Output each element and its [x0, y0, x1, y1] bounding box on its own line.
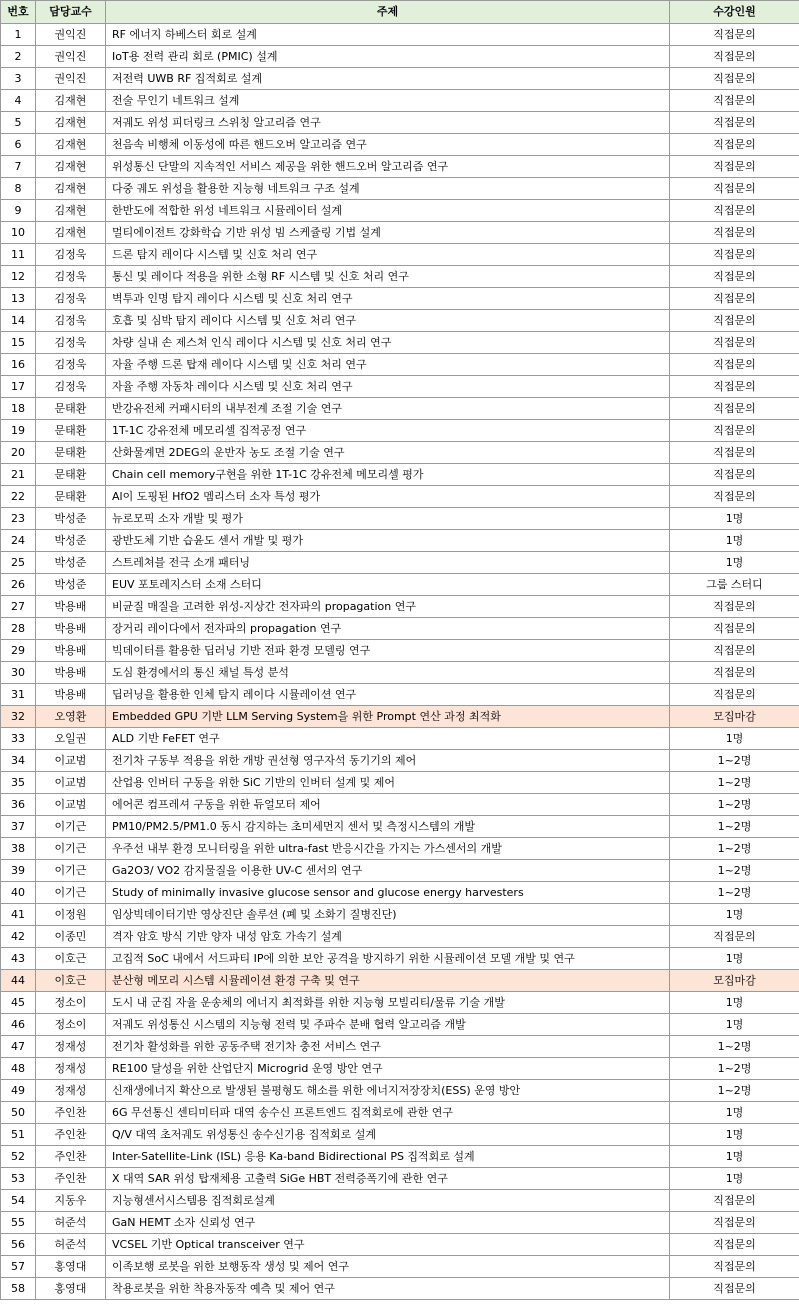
table-row [1, 1102, 799, 1124]
row-professor: 김재현 [36, 134, 106, 156]
row-professor: 김재현 [36, 178, 106, 200]
table-row [1, 1146, 799, 1168]
row-professor: 박용배 [36, 596, 106, 618]
table-row [1, 1234, 799, 1256]
row-topic: 6G 무선통신 센티미터파 대역 송수신 프론트엔드 집적회로에 관한 연구 [106, 1102, 670, 1124]
header-topic: 주제 [106, 1, 670, 24]
row-topic: 도시 내 군집 자율 운송체의 에너지 최적화를 위한 지능형 모빌리티/물류 기술 개발 [106, 992, 670, 1014]
table-row [1, 332, 799, 354]
row-professor: 김재현 [36, 222, 106, 244]
row-number: 49 [1, 1080, 36, 1102]
row-number: 28 [1, 618, 36, 640]
row-topic: 격자 암호 방식 기반 양자 내성 암호 가속기 설계 [106, 926, 670, 948]
table-row [1, 1190, 799, 1212]
row-topic: 천음속 비행체 이동성에 따른 핸드오버 알고리즘 연구 [106, 134, 670, 156]
row-capacity: 직접문의 [670, 156, 799, 178]
table-row [1, 178, 799, 200]
table-row [1, 794, 799, 816]
row-topic: Embedded GPU 기반 LLM Serving System을 위한 Prompt 연산 과정 최적화 [106, 706, 670, 728]
row-number: 50 [1, 1102, 36, 1124]
row-professor: 김재현 [36, 156, 106, 178]
row-topic: ALD 기반 FeFET 연구 [106, 728, 670, 750]
table-row [1, 310, 799, 332]
row-professor: 오일권 [36, 728, 106, 750]
row-topic: 저궤도 위성 피더링크 스위칭 알고리즘 연구 [106, 112, 670, 134]
row-professor: 주인찬 [36, 1168, 106, 1190]
row-topic: 통신 및 레이다 적용을 위한 소형 RF 시스템 및 신호 처리 연구 [106, 266, 670, 288]
row-topic: PM10/PM2.5/PM1.0 동시 감지하는 초미세먼지 센서 및 측정시스템의 개발 [106, 816, 670, 838]
row-topic: 광반도체 기반 습윤도 센서 개발 및 평가 [106, 530, 670, 552]
table-row [1, 574, 799, 596]
table-row [1, 46, 799, 68]
row-capacity: 직접문의 [670, 486, 799, 508]
row-capacity: 모집마감 [670, 970, 799, 992]
header-professor: 담당교수 [36, 1, 106, 24]
row-professor: 허준석 [36, 1212, 106, 1234]
row-number: 56 [1, 1234, 36, 1256]
row-number: 45 [1, 992, 36, 1014]
row-professor: 홍영대 [36, 1256, 106, 1278]
row-topic: EUV 포토레지스터 소재 스터디 [106, 574, 670, 596]
table-row [1, 112, 799, 134]
row-capacity: 1명 [670, 728, 799, 750]
row-topic: 뉴로모픽 소자 개발 및 평가 [106, 508, 670, 530]
row-topic: 드론 탐지 레이다 시스템 및 신호 처리 연구 [106, 244, 670, 266]
row-professor: 홍영대 [36, 1278, 106, 1300]
table-row [1, 464, 799, 486]
table-row [1, 640, 799, 662]
row-capacity: 직접문의 [670, 354, 799, 376]
table-row [1, 1080, 799, 1102]
row-professor: 김정욱 [36, 288, 106, 310]
table-row [1, 1036, 799, 1058]
row-number: 53 [1, 1168, 36, 1190]
row-number: 3 [1, 68, 36, 90]
header-row [1, 1, 799, 24]
table-row [1, 134, 799, 156]
row-number: 27 [1, 596, 36, 618]
table-row [1, 266, 799, 288]
row-professor: 문태환 [36, 398, 106, 420]
row-topic: 반강유전체 커패시터의 내부전계 조절 기술 연구 [106, 398, 670, 420]
row-topic: 장거리 레이다에서 전자파의 propagation 연구 [106, 618, 670, 640]
row-topic: 저궤도 위성통신 시스템의 지능형 전력 및 주파수 분배 협력 알고리즘 개발 [106, 1014, 670, 1036]
row-number: 12 [1, 266, 36, 288]
row-capacity: 직접문의 [670, 24, 799, 46]
row-number: 6 [1, 134, 36, 156]
row-capacity: 1명 [670, 1014, 799, 1036]
row-topic: Al이 도핑된 HfO2 멤리스터 소자 특성 평가 [106, 486, 670, 508]
row-capacity: 직접문의 [670, 1234, 799, 1256]
row-professor: 이호근 [36, 948, 106, 970]
row-number: 51 [1, 1124, 36, 1146]
row-capacity: 모집마감 [670, 706, 799, 728]
row-topic: IoT용 전력 관리 회로 (PMIC) 설계 [106, 46, 670, 68]
row-capacity: 1명 [670, 948, 799, 970]
row-professor: 김정욱 [36, 354, 106, 376]
row-number: 38 [1, 838, 36, 860]
row-professor: 이기근 [36, 882, 106, 904]
row-professor: 김정욱 [36, 332, 106, 354]
row-capacity: 직접문의 [670, 1278, 799, 1300]
table-row [1, 156, 799, 178]
table-row [1, 244, 799, 266]
row-topic: X 대역 SAR 위성 탑재체용 고출력 SiGe HBT 전력증폭기에 관한 연구 [106, 1168, 670, 1190]
row-number: 10 [1, 222, 36, 244]
table-row [1, 1278, 799, 1300]
row-topic: Q/V 대역 초저궤도 위성통신 송수신기용 집적회로 설계 [106, 1124, 670, 1146]
row-capacity: 1~2명 [670, 772, 799, 794]
row-capacity: 직접문의 [670, 244, 799, 266]
row-professor: 문태환 [36, 486, 106, 508]
row-topic: 벽투과 인명 탐지 레이다 시스템 및 신호 처리 연구 [106, 288, 670, 310]
row-capacity: 1명 [670, 1124, 799, 1146]
row-number: 7 [1, 156, 36, 178]
table-row [1, 552, 799, 574]
row-professor: 박성준 [36, 574, 106, 596]
row-number: 32 [1, 706, 36, 728]
row-capacity: 1명 [670, 530, 799, 552]
row-capacity: 1~2명 [670, 882, 799, 904]
row-capacity: 1~2명 [670, 794, 799, 816]
row-capacity: 1명 [670, 1168, 799, 1190]
row-professor: 김재현 [36, 90, 106, 112]
row-capacity: 직접문의 [670, 464, 799, 486]
header-number: 번호 [1, 1, 36, 24]
table-row [1, 948, 799, 970]
table-row [1, 376, 799, 398]
row-capacity: 직접문의 [670, 640, 799, 662]
row-topic: 스트레쳐블 전극 소개 패터닝 [106, 552, 670, 574]
row-number: 21 [1, 464, 36, 486]
row-topic: 호흡 및 심박 탐지 레이다 시스템 및 신호 처리 연구 [106, 310, 670, 332]
table-row [1, 684, 799, 706]
table-row [1, 530, 799, 552]
row-professor: 권익진 [36, 68, 106, 90]
row-capacity: 1명 [670, 508, 799, 530]
row-capacity: 직접문의 [670, 178, 799, 200]
table-row [1, 442, 799, 464]
row-professor: 이기근 [36, 860, 106, 882]
row-professor: 주인찬 [36, 1146, 106, 1168]
row-capacity: 그룹 스터디 [670, 574, 799, 596]
row-topic: 우주선 내부 환경 모니터링을 위한 ultra-fast 반응시간을 가지는 가스센서의 개발 [106, 838, 670, 860]
row-professor: 이종민 [36, 926, 106, 948]
row-number: 13 [1, 288, 36, 310]
row-topic: 자율 주행 드론 탑재 레이다 시스템 및 신호 처리 연구 [106, 354, 670, 376]
row-number: 43 [1, 948, 36, 970]
row-capacity: 1~2명 [670, 1036, 799, 1058]
table-row [1, 618, 799, 640]
row-topic: 자율 주행 자동차 레이다 시스템 및 신호 처리 연구 [106, 376, 670, 398]
row-number: 55 [1, 1212, 36, 1234]
row-capacity: 직접문의 [670, 68, 799, 90]
table-row [1, 772, 799, 794]
row-number: 26 [1, 574, 36, 596]
row-capacity: 직접문의 [670, 90, 799, 112]
table-row [1, 486, 799, 508]
row-capacity: 1명 [670, 904, 799, 926]
row-number: 22 [1, 486, 36, 508]
table-row [1, 816, 799, 838]
row-capacity: 직접문의 [670, 1256, 799, 1278]
table-row [1, 750, 799, 772]
table-row [1, 68, 799, 90]
row-topic: 딥러닝을 활용한 인체 탐지 레이다 시뮬레이션 연구 [106, 684, 670, 706]
row-capacity: 1~2명 [670, 816, 799, 838]
row-professor: 문태환 [36, 464, 106, 486]
row-number: 2 [1, 46, 36, 68]
row-number: 15 [1, 332, 36, 354]
row-number: 47 [1, 1036, 36, 1058]
table-row [1, 838, 799, 860]
row-professor: 이정원 [36, 904, 106, 926]
row-capacity: 직접문의 [670, 200, 799, 222]
table-row [1, 706, 799, 728]
row-number: 9 [1, 200, 36, 222]
row-professor: 정재성 [36, 1080, 106, 1102]
row-topic: 한반도에 적합한 위성 네트워크 시뮬레이터 설계 [106, 200, 670, 222]
row-professor: 허준석 [36, 1234, 106, 1256]
row-topic: Study of minimally invasive glucose sensor and glucose energy harvesters [106, 882, 670, 904]
row-professor: 권익진 [36, 24, 106, 46]
row-topic: 비균질 매질을 고려한 위성-지상간 전자파의 propagation 연구 [106, 596, 670, 618]
row-professor: 지동우 [36, 1190, 106, 1212]
row-topic: RF 에너지 하베스터 회로 설계 [106, 24, 670, 46]
row-number: 19 [1, 420, 36, 442]
row-professor: 정재성 [36, 1058, 106, 1080]
table-row [1, 1058, 799, 1080]
row-number: 44 [1, 970, 36, 992]
row-capacity: 1명 [670, 1102, 799, 1124]
row-topic: 저전력 UWB RF 집적회로 설계 [106, 68, 670, 90]
table-row [1, 1256, 799, 1278]
row-number: 37 [1, 816, 36, 838]
row-professor: 정재성 [36, 1036, 106, 1058]
row-number: 48 [1, 1058, 36, 1080]
row-number: 16 [1, 354, 36, 376]
row-topic: 이족보행 로봇을 위한 보행동작 생성 및 제어 연구 [106, 1256, 670, 1278]
row-number: 11 [1, 244, 36, 266]
table-row [1, 662, 799, 684]
table-row [1, 882, 799, 904]
row-topic: 분산형 메모리 시스템 시뮬레이션 환경 구축 및 연구 [106, 970, 670, 992]
row-professor: 정소이 [36, 992, 106, 1014]
row-topic: 전기차 활성화를 위한 공동주택 전기차 충전 서비스 연구 [106, 1036, 670, 1058]
row-topic: Chain cell memory구현을 위한 1T-1C 강유전체 메모리셀 평가 [106, 464, 670, 486]
row-capacity: 1~2명 [670, 750, 799, 772]
row-number: 23 [1, 508, 36, 530]
row-topic: Inter-Satellite-Link (ISL) 응용 Ka-band Bidirectional PS 집적회로 설계 [106, 1146, 670, 1168]
row-professor: 주인찬 [36, 1102, 106, 1124]
row-topic: 다중 궤도 위성을 활용한 지능형 네트워크 구조 설계 [106, 178, 670, 200]
table-row [1, 288, 799, 310]
row-capacity: 직접문의 [670, 46, 799, 68]
row-number: 31 [1, 684, 36, 706]
table-row [1, 1212, 799, 1234]
table-row [1, 24, 799, 46]
row-topic: Ga2O3/ VO2 감지물질을 이용한 UV-C 센서의 연구 [106, 860, 670, 882]
row-professor: 김정욱 [36, 376, 106, 398]
row-number: 17 [1, 376, 36, 398]
row-topic: 에어콘 컴프레셔 구동을 위한 듀얼모터 제어 [106, 794, 670, 816]
table-row [1, 860, 799, 882]
row-number: 52 [1, 1146, 36, 1168]
table-row [1, 1014, 799, 1036]
row-topic: RE100 달성을 위한 산업단지 Microgrid 운영 방안 연구 [106, 1058, 670, 1080]
row-topic: 지능형센서시스템용 집적회로설계 [106, 1190, 670, 1212]
row-professor: 박용배 [36, 684, 106, 706]
row-professor: 박용배 [36, 640, 106, 662]
row-capacity: 직접문의 [670, 596, 799, 618]
table-row [1, 926, 799, 948]
table-row [1, 728, 799, 750]
row-professor: 이호근 [36, 970, 106, 992]
table-row [1, 1124, 799, 1146]
row-capacity: 직접문의 [670, 1190, 799, 1212]
row-professor: 이교범 [36, 750, 106, 772]
row-professor: 박성준 [36, 530, 106, 552]
row-number: 54 [1, 1190, 36, 1212]
row-professor: 권익진 [36, 46, 106, 68]
row-number: 39 [1, 860, 36, 882]
row-capacity: 1~2명 [670, 860, 799, 882]
row-professor: 김재현 [36, 112, 106, 134]
row-number: 42 [1, 926, 36, 948]
row-number: 58 [1, 1278, 36, 1300]
table-row [1, 200, 799, 222]
row-capacity: 직접문의 [670, 1212, 799, 1234]
row-capacity: 직접문의 [670, 266, 799, 288]
row-capacity: 1명 [670, 1146, 799, 1168]
row-capacity: 1명 [670, 552, 799, 574]
row-professor: 김정욱 [36, 266, 106, 288]
row-number: 30 [1, 662, 36, 684]
table-row [1, 904, 799, 926]
row-number: 57 [1, 1256, 36, 1278]
row-number: 24 [1, 530, 36, 552]
row-topic: 빅데이터를 활용한 딥러닝 기반 전파 환경 모델링 연구 [106, 640, 670, 662]
row-number: 36 [1, 794, 36, 816]
row-topic: 산업용 인버터 구동을 위한 SiC 기반의 인버터 설계 및 제어 [106, 772, 670, 794]
row-capacity: 1~2명 [670, 838, 799, 860]
row-number: 8 [1, 178, 36, 200]
row-capacity: 1~2명 [670, 1080, 799, 1102]
row-topic: 위성통신 단말의 지속적인 서비스 제공을 위한 핸드오버 알고리즘 연구 [106, 156, 670, 178]
row-topic: 전기차 구동부 적용을 위한 개방 권선형 영구자석 동기기의 제어 [106, 750, 670, 772]
table-body [1, 24, 799, 1300]
row-capacity: 직접문의 [670, 376, 799, 398]
row-professor: 김정욱 [36, 244, 106, 266]
row-number: 35 [1, 772, 36, 794]
row-topic: 도심 환경에서의 통신 채널 특성 분석 [106, 662, 670, 684]
row-professor: 이기근 [36, 838, 106, 860]
row-capacity: 직접문의 [670, 684, 799, 706]
row-topic: 고집적 SoC 내에서 서드파티 IP에 의한 보안 공격을 방지하기 위한 시뮬레이션 모델 개발 및 연구 [106, 948, 670, 970]
row-professor: 이교범 [36, 794, 106, 816]
row-capacity: 직접문의 [670, 662, 799, 684]
row-number: 33 [1, 728, 36, 750]
row-capacity: 직접문의 [670, 288, 799, 310]
row-topic: 멀티에이전트 강화학습 기반 위성 빔 스케쥴링 기법 설계 [106, 222, 670, 244]
row-number: 46 [1, 1014, 36, 1036]
row-number: 29 [1, 640, 36, 662]
row-professor: 정소이 [36, 1014, 106, 1036]
row-capacity: 직접문의 [670, 222, 799, 244]
row-number: 5 [1, 112, 36, 134]
table-row [1, 992, 799, 1014]
row-professor: 오영환 [36, 706, 106, 728]
row-topic: VCSEL 기반 Optical transceiver 연구 [106, 1234, 670, 1256]
row-professor: 이교범 [36, 772, 106, 794]
row-capacity: 직접문의 [670, 442, 799, 464]
row-capacity: 직접문의 [670, 134, 799, 156]
row-topic: 임상빅데이터기반 영상진단 솔루션 (폐 및 소화기 질병진단) [106, 904, 670, 926]
table-row [1, 970, 799, 992]
row-number: 41 [1, 904, 36, 926]
table-row [1, 596, 799, 618]
row-capacity: 직접문의 [670, 398, 799, 420]
row-number: 20 [1, 442, 36, 464]
table-row [1, 1168, 799, 1190]
header-capacity: 수강인원 [670, 1, 799, 24]
table-row [1, 398, 799, 420]
row-professor: 김정욱 [36, 310, 106, 332]
row-number: 25 [1, 552, 36, 574]
row-capacity: 직접문의 [670, 332, 799, 354]
row-topic: 차량 실내 손 제스쳐 인식 레이다 시스템 및 신호 처리 연구 [106, 332, 670, 354]
row-professor: 박성준 [36, 552, 106, 574]
row-professor: 김재현 [36, 200, 106, 222]
row-number: 40 [1, 882, 36, 904]
row-topic: 신재생에너지 확산으로 발생된 불평형도 해소를 위한 에너지저장장치(ESS) 운영 방안 [106, 1080, 670, 1102]
row-capacity: 직접문의 [670, 618, 799, 640]
row-topic: 전술 무인기 네트워크 설계 [106, 90, 670, 112]
row-professor: 박용배 [36, 618, 106, 640]
row-professor: 주인찬 [36, 1124, 106, 1146]
row-number: 4 [1, 90, 36, 112]
row-professor: 박성준 [36, 508, 106, 530]
row-number: 34 [1, 750, 36, 772]
row-capacity: 1명 [670, 992, 799, 1014]
row-topic: 산화물계면 2DEG의 운반자 농도 조절 기술 연구 [106, 442, 670, 464]
row-capacity: 직접문의 [670, 112, 799, 134]
row-topic: 1T-1C 강유전체 메모리셀 집적공정 연구 [106, 420, 670, 442]
row-capacity: 1~2명 [670, 1058, 799, 1080]
row-capacity: 직접문의 [670, 420, 799, 442]
row-topic: 착용로봇을 위한 착용자동작 예측 및 제어 연구 [106, 1278, 670, 1300]
row-number: 14 [1, 310, 36, 332]
table-row [1, 90, 799, 112]
row-topic: GaN HEMT 소자 신뢰성 연구 [106, 1212, 670, 1234]
row-capacity: 직접문의 [670, 926, 799, 948]
table-row [1, 508, 799, 530]
row-number: 18 [1, 398, 36, 420]
table-row [1, 222, 799, 244]
row-professor: 박용배 [36, 662, 106, 684]
table-row [1, 354, 799, 376]
table-row [1, 420, 799, 442]
row-professor: 문태환 [36, 420, 106, 442]
row-professor: 문태환 [36, 442, 106, 464]
row-number: 1 [1, 24, 36, 46]
row-capacity: 직접문의 [670, 310, 799, 332]
row-professor: 이기근 [36, 816, 106, 838]
